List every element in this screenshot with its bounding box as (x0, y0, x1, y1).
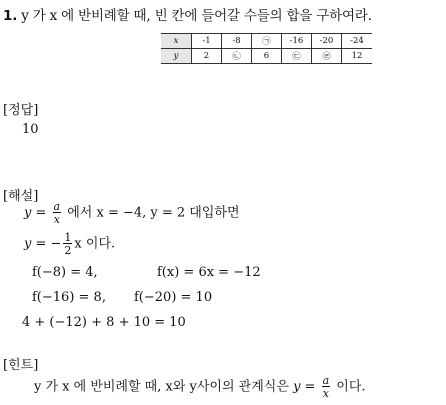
answer-heading: [정답] (3, 103, 39, 118)
explanation-line-4a: f(−16) = 8, (32, 290, 106, 305)
explanation-line-4b: f(−20) = 10 (134, 290, 213, 305)
fraction-a-over-x: $\frac{a}{x}$ (53, 200, 61, 226)
row-label-x: x (161, 34, 192, 49)
table-cell: ㉡ (222, 49, 252, 64)
explanation-heading: [해설] (3, 189, 39, 204)
table-cell: 6 (252, 49, 282, 64)
answer-value: 10 (22, 122, 39, 137)
table-cell: 2 (192, 49, 222, 64)
explanation-line-3a: f(−8) = 4, (32, 265, 98, 280)
table-row-x (161, 34, 372, 49)
table-cell: -16 (282, 34, 312, 49)
table-cell: -8 (222, 34, 252, 49)
explanation-line-5: 4 + (−12) + 8 + 10 = 10 (22, 315, 186, 330)
hint-heading: [힌트] (3, 358, 39, 373)
explanation-line-2: y = − $\frac{1}{2}$ x 이다. (24, 231, 116, 257)
value-table (161, 33, 372, 64)
question-title (3, 4, 372, 24)
hint-line: y 가 x 에 반비례할 때, x와 y사이의 관계식은 y = $\frac{a}{x}$ 이다. (34, 374, 366, 400)
row-label-y: y (161, 49, 192, 64)
explanation-line-2-text: x 이다. (74, 236, 116, 252)
table-cell: -1 (192, 34, 222, 49)
hint-suffix: 이다. (336, 379, 366, 395)
question-number: 1. (3, 8, 18, 24)
fraction-one-half: $\frac{1}{2}$ (64, 231, 72, 257)
table-cell: 12 (342, 49, 373, 64)
table-cell: -24 (342, 34, 373, 49)
hint-text: y 가 x 에 반비례할 때, x와 y사이의 관계식은 (34, 379, 289, 395)
question-text: y 가 x 에 반비례할 때, 빈 칸에 들어갈 수들의 합을 구하여라. (21, 8, 372, 24)
table-cell: ㉣ (312, 49, 342, 64)
table-cell: ㉠ (252, 34, 282, 49)
table-cell: -20 (312, 34, 342, 49)
explanation-line-1-text: 에서 x = −4, y = 2 대입하면 (67, 205, 240, 221)
table-row-y (161, 49, 372, 64)
explanation-line-3b: f(x) = 6x = −12 (157, 265, 261, 280)
table-cell: ㉢ (282, 49, 312, 64)
fraction-a-over-x-hint: $\frac{a}{x}$ (322, 374, 330, 400)
explanation-line-1: y = $\frac{a}{x}$ 에서 x = −4, y = 2 대입하면 (24, 200, 240, 226)
